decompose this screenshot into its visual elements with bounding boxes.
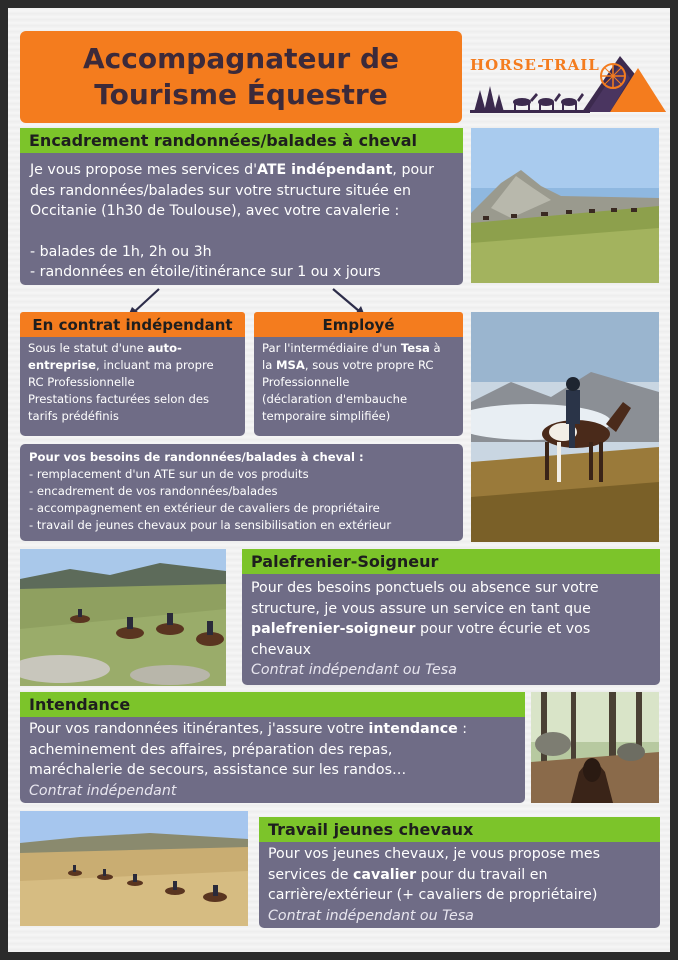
palefrenier-box — [242, 574, 660, 685]
besoins-box — [20, 444, 463, 541]
besoins-item: - accompagnement en extérieur de cavaliers de propriétaire — [29, 501, 380, 515]
encadrement-item: - balades de 1h, 2h ou 3h — [30, 243, 212, 260]
encadrement-text: , pour — [392, 162, 434, 178]
encadrement-text: Occitanie (1h30 de Toulouse), avec votre cavalerie : — [30, 203, 400, 219]
photo-rider-horse — [471, 312, 659, 542]
independant-text: RC Professionnelle — [28, 375, 135, 389]
photo-group-riders — [20, 549, 226, 686]
palefrenier-bold: palefrenier-soigneur — [251, 621, 416, 637]
independant-text: , incluant ma propre — [96, 358, 214, 372]
jeunes-text: pour du travail en — [416, 866, 548, 883]
besoins-heading: Pour vos besoins de randonnées/balades à cheval : — [29, 450, 364, 464]
independant-bold: entreprise — [28, 358, 96, 372]
encadrement-bold-ate: ATE indépendant — [257, 162, 393, 178]
palefrenier-contract: Contrat indépendant ou Tesa — [251, 662, 457, 678]
jeunes-text: services de — [268, 866, 353, 883]
intendance-heading: Intendance — [20, 692, 525, 717]
jeunes-contract: Contrat indépendant ou Tesa — [268, 907, 474, 924]
besoins-item: - encadrement de vos randonnées/balades — [29, 484, 278, 498]
title-banner — [20, 31, 462, 123]
jeunes-heading: Travail jeunes chevaux — [259, 817, 660, 842]
flyer-page — [8, 8, 670, 952]
palefrenier-text: Pour des besoins ponctuels ou absence sur votre — [251, 580, 599, 596]
logo-mountains-icon — [470, 44, 666, 114]
encadrement-item: - randonnées en étoile/itinérance sur 1 ou x jours — [30, 264, 381, 280]
besoins-item: - travail de jeunes chevaux pour la sensibilisation en extérieur — [29, 518, 392, 532]
title-line-2: Tourisme Équestre — [94, 78, 388, 111]
employe-box — [254, 337, 463, 436]
employe-bold: Tesa — [400, 341, 430, 355]
title-line-1: Accompagnateur de — [83, 42, 399, 75]
employe-text: Par l'intermédiaire d'un — [262, 341, 401, 355]
employe-text: Professionnelle — [262, 375, 350, 389]
intendance-text: acheminement des affaires, préparation des repas, — [29, 741, 393, 758]
independant-box — [20, 337, 245, 436]
palefrenier-text: chevaux — [251, 641, 311, 658]
jeunes-bold: cavalier — [352, 866, 417, 883]
independant-bold: auto- — [147, 341, 182, 355]
palefrenier-text: structure, je vous assure un service en tant que — [251, 600, 591, 617]
independant-heading: En contrat indépendant — [20, 312, 245, 337]
intendance-text: : — [457, 721, 468, 737]
encadrement-box — [20, 153, 463, 285]
jeunes-text: Pour vos jeunes chevaux, je vous propose mes — [268, 846, 600, 862]
palefrenier-heading: Palefrenier-Soigneur — [242, 549, 660, 574]
photo-plateau-riders — [20, 811, 248, 926]
employe-text: , sous votre propre RC — [304, 358, 434, 372]
employe-text: temporaire simplifiée) — [262, 409, 391, 423]
independant-text: tarifs prédéfinis — [28, 409, 119, 423]
intendance-bold: intendance — [368, 721, 458, 737]
palefrenier-text: pour votre écurie et vos — [415, 621, 591, 637]
employe-text: la — [262, 358, 277, 372]
independant-text: Sous le statut d'une — [28, 341, 148, 355]
intendance-box — [20, 717, 525, 803]
encadrement-heading: Encadrement randonnées/balades à cheval — [20, 128, 463, 153]
horse-trail-logo — [470, 44, 666, 114]
intendance-text: Pour vos randonnées itinérantes, j'assure votre — [29, 721, 369, 737]
encadrement-text: des randonnées/balades sur votre structure située en — [30, 182, 412, 199]
intendance-text: maréchalerie de secours, assistance sur les randos… — [29, 762, 407, 778]
logo-text: HORSE-TRAIL — [470, 56, 600, 74]
intendance-contract: Contrat indépendant — [29, 782, 177, 799]
employe-text: (déclaration d'embauche — [262, 392, 408, 406]
photo-forest-trail — [531, 692, 659, 803]
employe-text: à — [429, 341, 441, 355]
employe-bold: MSA — [276, 358, 305, 372]
photo-mountain-ride — [471, 128, 659, 283]
jeunes-box — [259, 842, 660, 928]
employe-heading: Employé — [254, 312, 463, 337]
independant-text: Prestations facturées selon des — [28, 392, 210, 406]
encadrement-text: Je vous propose mes services d' — [30, 162, 257, 178]
jeunes-text: carrière/extérieur (+ cavaliers de propriétaire) — [268, 887, 598, 903]
besoins-item: - remplacement d'un ATE sur un de vos produits — [29, 467, 309, 481]
